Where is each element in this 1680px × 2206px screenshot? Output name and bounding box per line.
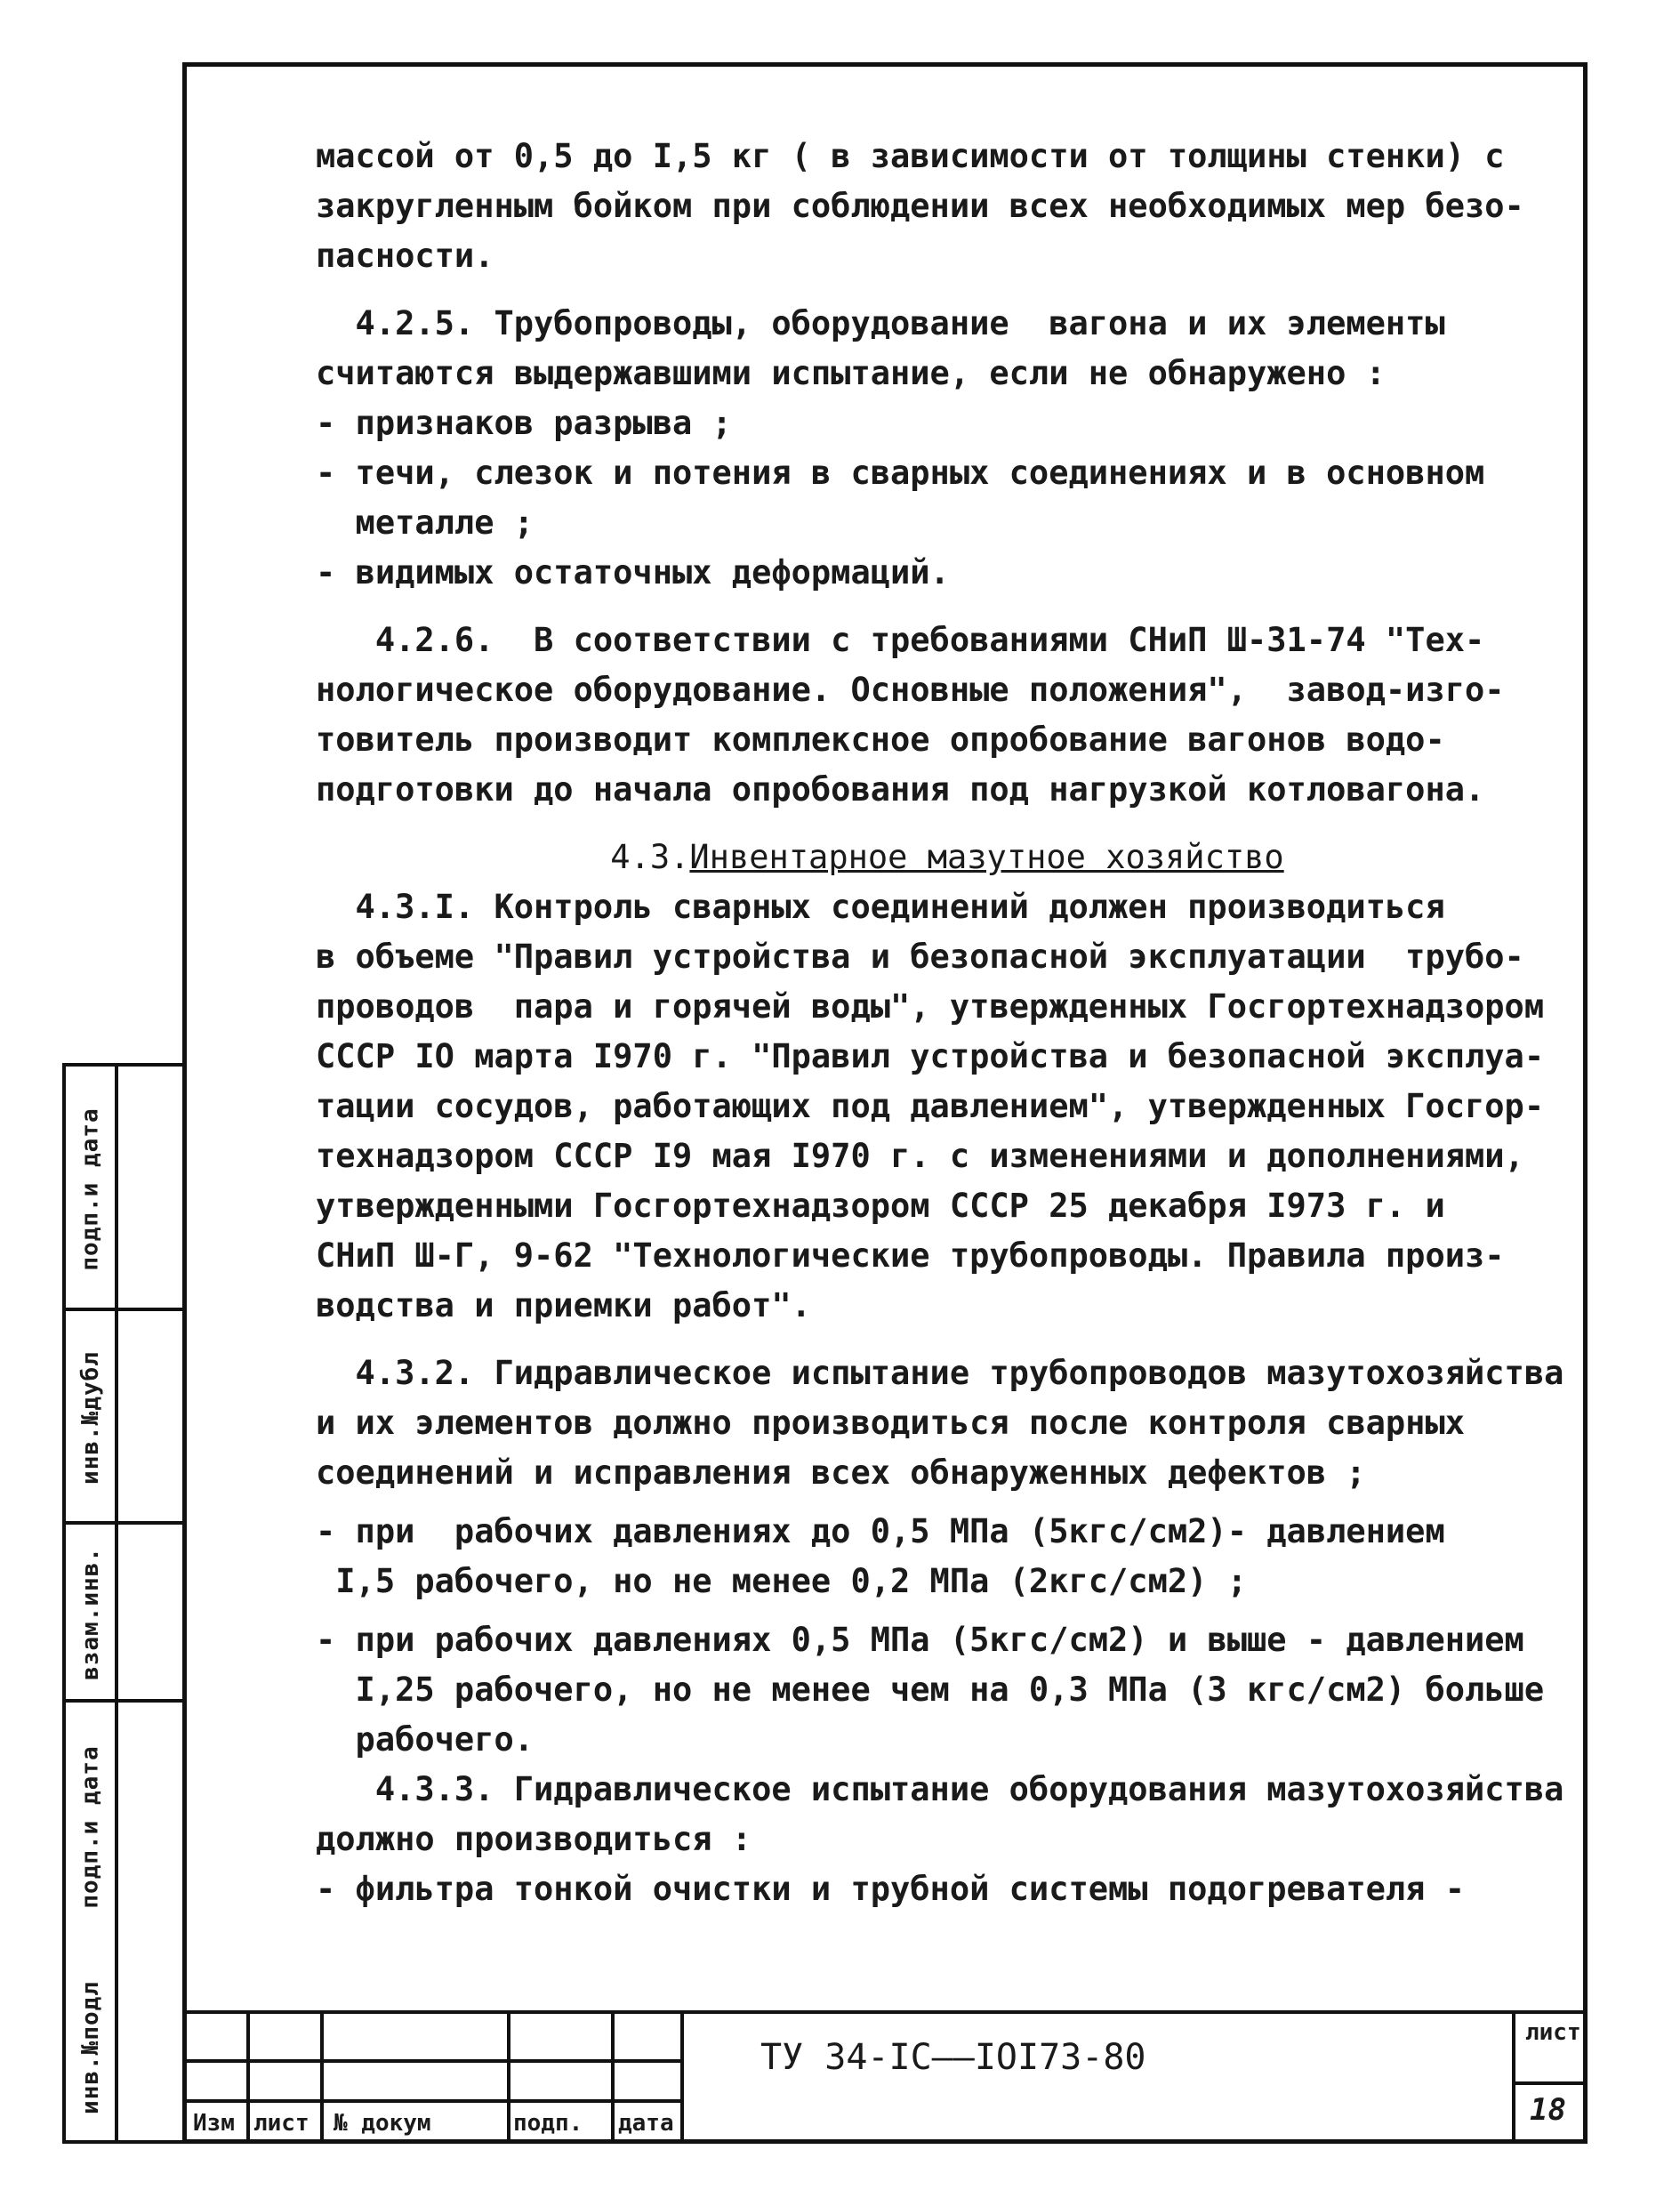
text-line: металле ; [316, 503, 535, 542]
section-title: Инвентарное мазутное хозяйство [689, 838, 1284, 876]
text-line: - течи, слезок и потения в сварных соединениях и в основном [316, 454, 1485, 492]
text-line: СССР IO марта I970 г. "Правил устройства и безопасной эксплуа- [316, 1037, 1545, 1075]
text-line: проводов пара и горячей воды", утвержденных Госгортехнадзором [316, 987, 1545, 1026]
header-list: лист [253, 2110, 309, 2137]
text-line: тации сосудов, работающих под давлением", утвержденных Госгор- [316, 1087, 1545, 1125]
sheet-number: 18 [1530, 2092, 1566, 2128]
text-line: - фильтра тонкой очистки и трубной системы подогревателя - [316, 1870, 1466, 1908]
title-block [182, 2010, 1588, 2144]
text-line: и их элементов должно производиться после контроля сварных [316, 1404, 1466, 1442]
text-line: рабочего. [316, 1720, 535, 1759]
text-line: массой от 0,5 до I,5 кг ( в зависимости от толщины стенки) с [316, 137, 1505, 175]
text-line: 4.2.5. Трубопроводы, оборудование вагона и их элементы [316, 304, 1445, 342]
text-line: водства и приемки работ". [316, 1286, 811, 1324]
header-data: дата [618, 2110, 674, 2137]
text-line: должно производиться : [316, 1820, 752, 1858]
text-line: СНиП Ш-Г, 9-62 "Технологические трубопроводы. Правила произ- [316, 1236, 1505, 1275]
text-line: закругленным бойком при соблюдении всех необходимых мер безо- [316, 187, 1524, 225]
text-line: I,25 рабочего, но не менее чем на 0,3 МПа (3 кгс/см2) больше [316, 1671, 1545, 1709]
text-line: считаются выдержавшими испытание, если не обнаружено : [316, 354, 1386, 392]
text-line: 4.3.2. Гидравлическое испытание трубопроводов мазутохозяйства [316, 1354, 1564, 1392]
stamp-label: взам.инв. [76, 1547, 104, 1680]
side-stamp [62, 1063, 187, 2144]
sheet-label: лист [1525, 2019, 1581, 2046]
stamp-label: подп.и дата [76, 1107, 104, 1271]
text-line: пасности. [316, 237, 494, 275]
text-line: - при рабочих давлениях до 0,5 МПа (5кгс/см2)- давлением [316, 1512, 1445, 1550]
document-code: ТУ 34-IC——IOI73-80 [760, 2037, 1146, 2078]
text-line: соединений и исправления всех обнаруженных дефектов ; [316, 1453, 1366, 1492]
stamp-label: инв.№подл [76, 1980, 104, 2114]
text-line: - при рабочих давлениях 0,5 МПа (5кгс/см2) и выше - давлением [316, 1621, 1524, 1659]
document-body [316, 132, 1579, 1914]
section-number: 4.3. [610, 838, 690, 876]
text-line: подготовки до начала опробования под нагрузкой котловагона. [316, 770, 1485, 809]
header-dokum: № докум [334, 2110, 431, 2137]
text-line: 4.3.I. Контроль сварных соединений должен производиться [316, 888, 1445, 926]
text-line: 4.2.6. В соответствии с требованиями СНиП Ш-31-74 "Тех- [316, 621, 1485, 659]
text-line: нологическое оборудование. Основные положения", завод-изго- [316, 671, 1505, 709]
text-line: товитель производит комплексное опробование вагонов водо- [316, 721, 1445, 759]
text-line: - признаков разрыва ; [316, 404, 732, 442]
text-line: 4.3.3. Гидравлическое испытание оборудования мазутохозяйства [316, 1770, 1564, 1808]
stamp-label: инв.№дубл [76, 1351, 104, 1485]
text-line: утвержденными Госгортехнадзором СССР 25 декабря I973 г. и [316, 1187, 1445, 1225]
text-line: I,5 рабочего, но не менее 0,2 МПа (2кгс/см2) ; [316, 1562, 1247, 1600]
text-line: - видимых остаточных деформаций. [316, 553, 950, 592]
text-line: технадзором СССР I9 мая I970 г. с изменениями и дополнениями, [316, 1137, 1524, 1175]
text-line: в объеме "Правил устройства и безопасной эксплуатации трубо- [316, 938, 1524, 976]
stamp-label: подп.и дата [76, 1745, 104, 1909]
header-izm: Изм [193, 2110, 235, 2137]
header-podp: подп. [513, 2110, 583, 2137]
section-heading [316, 833, 1579, 882]
